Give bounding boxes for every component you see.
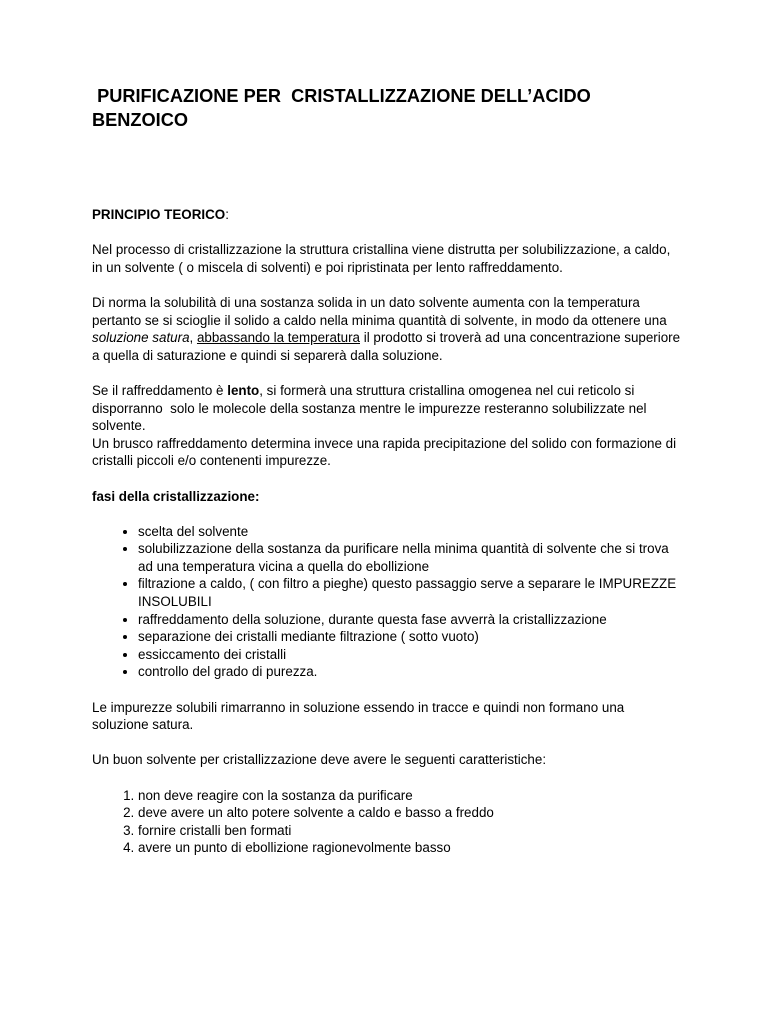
p2-text-a: Di norma la solubilità di una sostanza solida in un dato solvente aumenta con la temperatura pertanto se si scioglie il solido a caldo nella minima quantità di solvente, in modo da ottenere una <box>92 294 671 328</box>
list-item: 1. non deve reagire con la sostanza da purificare <box>138 787 682 805</box>
document-title: PURIFICAZIONE PER CRISTALLIZZAZIONE DELL’ACIDO BENZOICO <box>92 86 596 130</box>
p2-text-b: , <box>189 330 197 346</box>
list-item: • scelta del solvente <box>138 523 682 541</box>
solvente-intro: Un buon solvente per cristallizzazione deve avere le seguenti caratteristiche: <box>92 752 547 768</box>
principio-heading-line <box>92 206 682 224</box>
impurezze-paragraph: Le impurezze solubili rimarranno in soluzione essendo in tracce e quindi non formano una soluzione satura. <box>92 699 628 733</box>
title-spacer <box>92 132 682 206</box>
p3-bold-text: lento <box>227 382 260 398</box>
list-item: • filtrazione a caldo, ( con filtro a pieghe) questo passaggio serve a separare le IMPUREZZE INSOLUBILI <box>138 575 682 610</box>
principio-paragraph-2 <box>92 294 682 364</box>
p2-italic-text: soluzione satura <box>92 330 190 346</box>
principio-paragraph-3 <box>92 382 682 470</box>
list-item: • essiccamento dei cristalli <box>138 646 682 664</box>
list-item: • controllo del grado di purezza. <box>138 663 682 681</box>
list-item: 2. deve avere un alto potere solvente a caldo e basso a freddo <box>138 804 682 822</box>
principio-heading: PRINCIPIO TEORICO <box>92 207 226 222</box>
document-page <box>92 84 682 875</box>
list-item: 3. fornire cristalli ben formati <box>138 822 682 840</box>
solvente-list <box>92 787 682 857</box>
list-item: 4. avere un punto di ebollizione ragionevolmente basso <box>138 839 682 857</box>
p3-text-b: , si formerà una struttura cristallina omogenea nel cui reticolo si disporranno solo le molecole della sostanza mentre le impurezze resteranno solubilizzate nel solvente. <box>92 382 651 434</box>
p3-text-c: Un brusco raffreddamento determina invece una rapida precipitazione del solido con formazione di cristalli piccoli e/o contenenti impurezze. <box>92 435 680 469</box>
p2-text-c: il prodotto si troverà ad una concentrazione superiore a quella di saturazione e quindi si separerà dalla soluzione. <box>92 330 684 363</box>
list-item: • raffreddamento della soluzione, durante questa fase avverrà la cristallizzazione <box>138 611 682 629</box>
principio-paragraph-1: Nel processo di cristallizzazione la struttura cristallina viene distrutta per solubilizzazione, a caldo, in un solvente ( o miscela di solventi) e poi ripristinata per lento raffreddamento. <box>92 242 675 275</box>
p2-underlined-text: abbassando la temperatura <box>196 330 360 346</box>
list-item: • solubilizzazione della sostanza da purificare nella minima quantità di solvente che si trova ad una temperatura vicina a quella do ebollizione <box>138 540 682 575</box>
fasi-heading: fasi della cristallizzazione: <box>92 488 260 504</box>
principio-heading-colon: : <box>225 207 229 222</box>
fasi-list <box>92 523 682 681</box>
p3-text-a: Se il raffreddamento è <box>92 382 228 398</box>
list-item: • separazione dei cristalli mediante filtrazione ( sotto vuoto) <box>138 628 682 646</box>
